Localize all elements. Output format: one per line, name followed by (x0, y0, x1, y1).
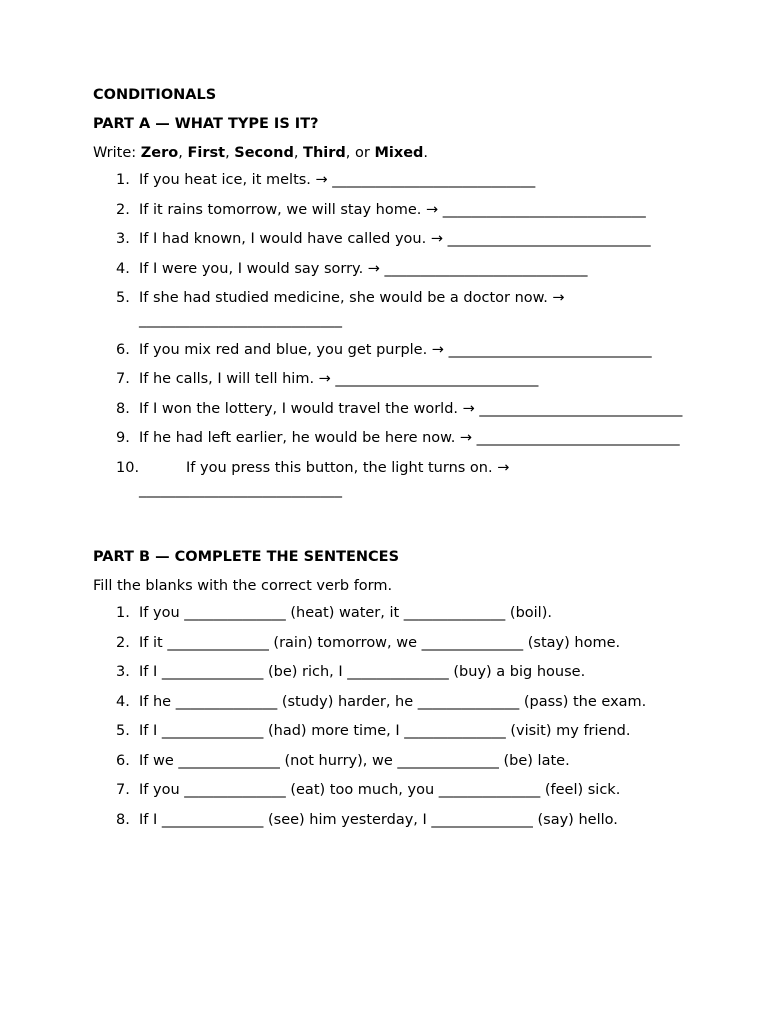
list-item (93, 427, 693, 449)
list-item (93, 720, 693, 742)
question-text: If you mix red and blue, you get purple. → ____________________________ (139, 341, 652, 358)
question-number: 10. (116, 459, 140, 476)
list-item (93, 691, 693, 713)
option-first: First (187, 145, 226, 161)
option-third: Third (303, 145, 346, 161)
question-text: If it ______________ (rain) tomorrow, we ______________ (stay) home. (139, 634, 621, 651)
question-text: If he ______________ (study) harder, he ______________ (pass) the exam. (139, 693, 647, 710)
list-item (93, 661, 693, 683)
question-number: 8. (116, 400, 130, 417)
list-item (93, 228, 693, 250)
instruction-separator: , (225, 145, 235, 161)
part-b-instruction: Fill the blanks with the correct verb form. (93, 578, 393, 594)
question-number: 3. (116, 664, 130, 680)
question-text: If he calls, I will tell him. → ____________________________ (139, 371, 539, 387)
part-a-question-list (93, 169, 693, 501)
list-item (93, 779, 693, 801)
question-number: 7. (116, 782, 130, 798)
question-number: 6. (116, 341, 130, 358)
question-text: If it rains tomorrow, we will stay home. → ____________________________ (139, 201, 646, 218)
question-text: If she had studied medicine, she would be a doctor now. → ____________________________ (139, 290, 565, 328)
question-text: If he had left earlier, he would be here now. → ____________________________ (139, 430, 680, 446)
question-text: If you heat ice, it melts. → ____________________________ (139, 172, 536, 188)
worksheet (93, 84, 693, 838)
list-item (93, 602, 693, 624)
question-number: 7. (116, 371, 130, 387)
question-text: If I ______________ (see) him yesterday, I ______________ (say) hello. (139, 811, 618, 828)
list-item (93, 368, 693, 390)
question-number: 2. (116, 634, 130, 651)
question-text: If I ______________ (be) rich, I ______________ (buy) a big house. (139, 664, 586, 680)
question-number: 2. (116, 201, 130, 218)
question-number: 1. (116, 605, 130, 621)
list-item (93, 339, 693, 361)
page-title: CONDITIONALS (93, 87, 217, 103)
list-item (93, 398, 693, 420)
question-number: 5. (116, 290, 130, 306)
question-number: 5. (116, 723, 130, 739)
question-text: If we ______________ (not hurry), we ______________ (be) late. (139, 752, 570, 769)
instruction-separator: , or (345, 145, 375, 161)
question-number: 3. (116, 231, 130, 247)
question-text: If I were you, I would say sorry. → ____________________________ (139, 260, 588, 277)
question-text: If you press this button, the light turns on. → ____________________________ (139, 459, 510, 498)
question-number: 9. (116, 430, 130, 446)
list-item (93, 169, 693, 191)
part-b-question-list (93, 602, 693, 831)
question-number: 8. (116, 811, 130, 828)
list-item (93, 632, 693, 654)
question-text: If I ______________ (had) more time, I ______________ (visit) my friend. (139, 723, 631, 739)
option-mixed: Mixed (374, 145, 424, 161)
question-number: 4. (116, 260, 130, 277)
part-a-instruction (93, 142, 693, 166)
instruction-separator: , (293, 145, 304, 161)
part-b-heading: PART B — COMPLETE THE SENTENCES (93, 549, 400, 565)
instruction-suffix: . (423, 145, 429, 161)
question-text: If I won the lottery, I would travel the world. → ____________________________ (139, 400, 683, 417)
option-second: Second (234, 145, 294, 161)
instruction-separator: , (178, 145, 188, 161)
option-zero: Zero (140, 145, 179, 161)
list-item (93, 199, 693, 221)
part-a-heading: PART A — WHAT TYPE IS IT? (93, 116, 319, 132)
question-text: If I had known, I would have called you. → ____________________________ (139, 231, 651, 247)
list-item (93, 809, 693, 831)
list-item (93, 750, 693, 772)
question-number: 4. (116, 693, 130, 710)
list-item (93, 287, 693, 331)
instruction-prefix: Write: (93, 145, 141, 161)
list-item (93, 457, 693, 501)
question-number: 6. (116, 752, 130, 769)
question-number: 1. (116, 172, 130, 188)
question-text: If you ______________ (eat) too much, you ______________ (feel) sick. (139, 782, 621, 798)
question-text: If you ______________ (heat) water, it ______________ (boil). (139, 605, 552, 621)
section-spacer (93, 508, 693, 546)
list-item (93, 258, 693, 280)
